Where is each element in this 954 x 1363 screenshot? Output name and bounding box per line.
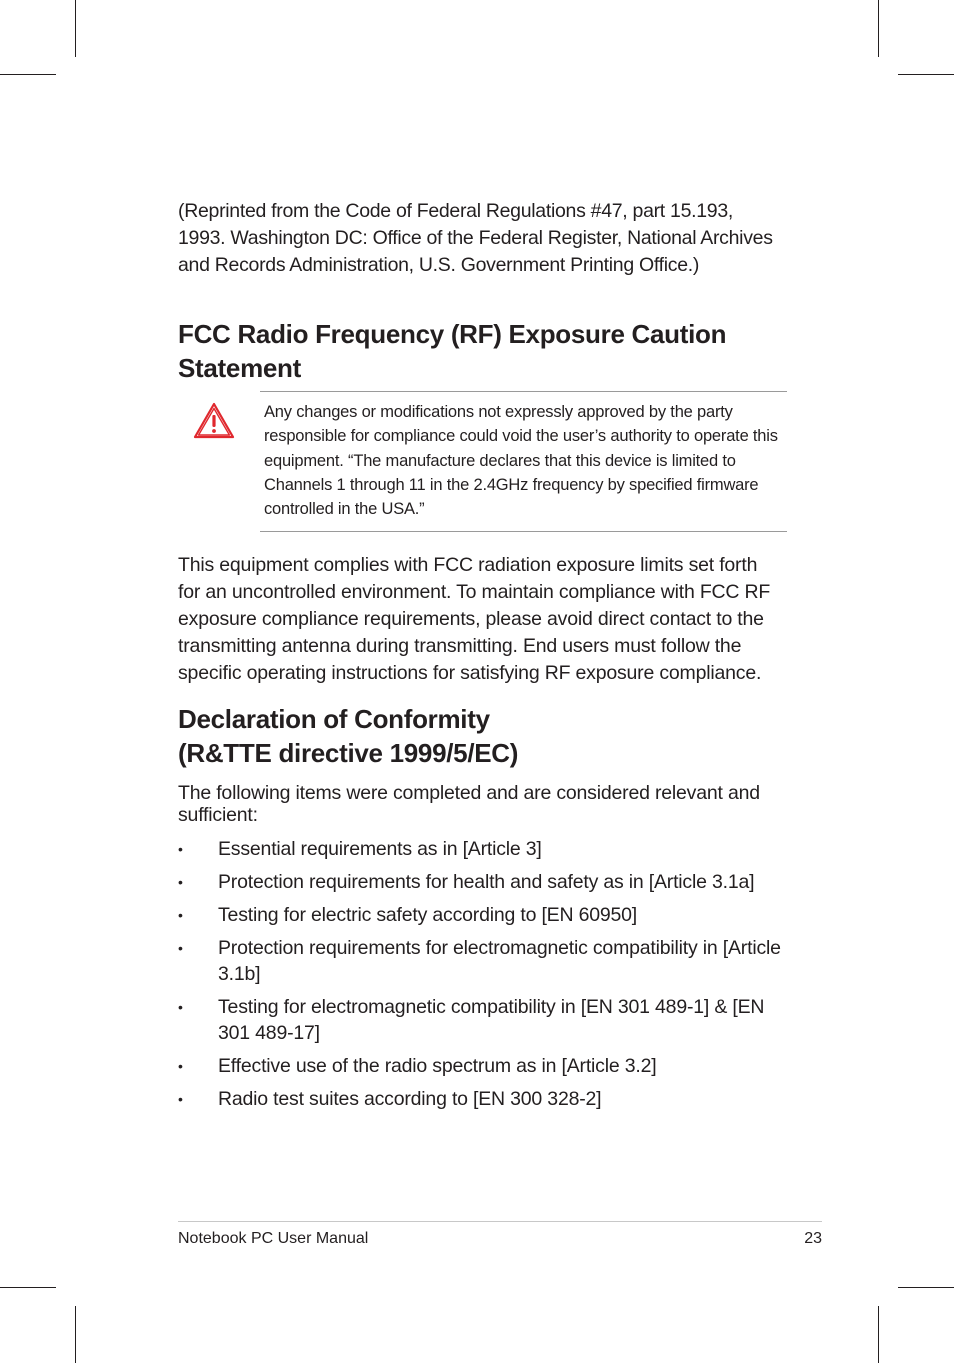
caution-text: Any changes or modifications not expressly approved by the party responsible for compliance could void the user’s authority to operate this equipment. “The manufacture declares that this device is limited to Channels 1 through 11 in the 2.4GHz frequency by specified firmware controlled in the USA.” — [264, 403, 778, 519]
crop-mark — [75, 0, 76, 57]
doc-heading-line2: (R&TTE directive 1999/5/EC) — [178, 738, 519, 769]
doc-intro: The following items were completed and are considered relevant and sufficient: — [178, 782, 760, 827]
list-item-text: Testing for electric safety according to [EN 60950] — [218, 904, 638, 927]
bullet: • — [178, 907, 183, 924]
crop-mark — [878, 1306, 879, 1363]
list-item-text: Protection requirements for health and safety as in [Article 3.1a] — [218, 871, 755, 894]
fcc-body-paragraph: This equipment complies with FCC radiation exposure limits set forth for an uncontrolled environment. To maintain compliance with FCC RF exposure compliance requirements, please avoid direct contact to the transmitting antenna during transmitting. End users must follow the specific operating instructions for satisfying RF exposure compliance. — [178, 554, 771, 684]
conformity-list — [178, 836, 783, 1112]
crop-mark — [75, 1306, 76, 1363]
fcc-heading-line1: FCC Radio Frequency (RF) Exposure Caution — [178, 319, 727, 349]
bullet: • — [178, 940, 183, 957]
list-item — [178, 869, 783, 895]
list-item — [178, 902, 783, 928]
list-item-text: Radio test suites according to [EN 300 328-2] — [218, 1088, 602, 1111]
list-item — [178, 1053, 783, 1079]
warning-triangle-icon — [193, 402, 235, 440]
bullet: • — [178, 1058, 183, 1075]
list-item — [178, 836, 783, 862]
list-item-text: Effective use of the radio spectrum as in [Article 3.2] — [218, 1055, 657, 1078]
bullet: • — [178, 841, 183, 858]
page-content — [178, 198, 783, 1119]
footer-page-number: 23 — [804, 1230, 822, 1247]
crop-mark — [0, 74, 56, 75]
bullet: • — [178, 1091, 183, 1108]
fcc-heading-line2: Statement — [178, 353, 301, 383]
bullet: • — [178, 999, 183, 1016]
footer-divider — [178, 1221, 822, 1222]
list-item — [178, 935, 783, 987]
crop-mark — [898, 74, 954, 75]
list-item-text: Testing for electromagnetic compatibility in [EN 301 489-1] & [EN 301 489-17] — [218, 996, 765, 1045]
crop-mark — [878, 0, 879, 57]
footer-manual-title: Notebook PC User Manual — [178, 1230, 369, 1247]
reprint-note: (Reprinted from the Code of Federal Regulations #47, part 15.193, 1993. Washington DC: Office of the Federal Register, National Archives and Records Administration, U.S. Government Printing Office.) — [178, 200, 773, 276]
crop-mark — [0, 1287, 56, 1288]
list-item — [178, 1086, 783, 1112]
list-item-text: Protection requirements for electromagnetic compatibility in [Article 3.1b] — [218, 937, 781, 986]
doc-heading — [178, 702, 783, 770]
crop-mark — [898, 1287, 954, 1288]
list-item — [178, 994, 783, 1046]
doc-heading-line1: Declaration of Conformity — [178, 704, 490, 735]
caution-box — [260, 391, 787, 532]
bullet: • — [178, 874, 183, 891]
fcc-heading — [178, 317, 783, 385]
list-item-text: Essential requirements as in [Article 3] — [218, 838, 542, 861]
